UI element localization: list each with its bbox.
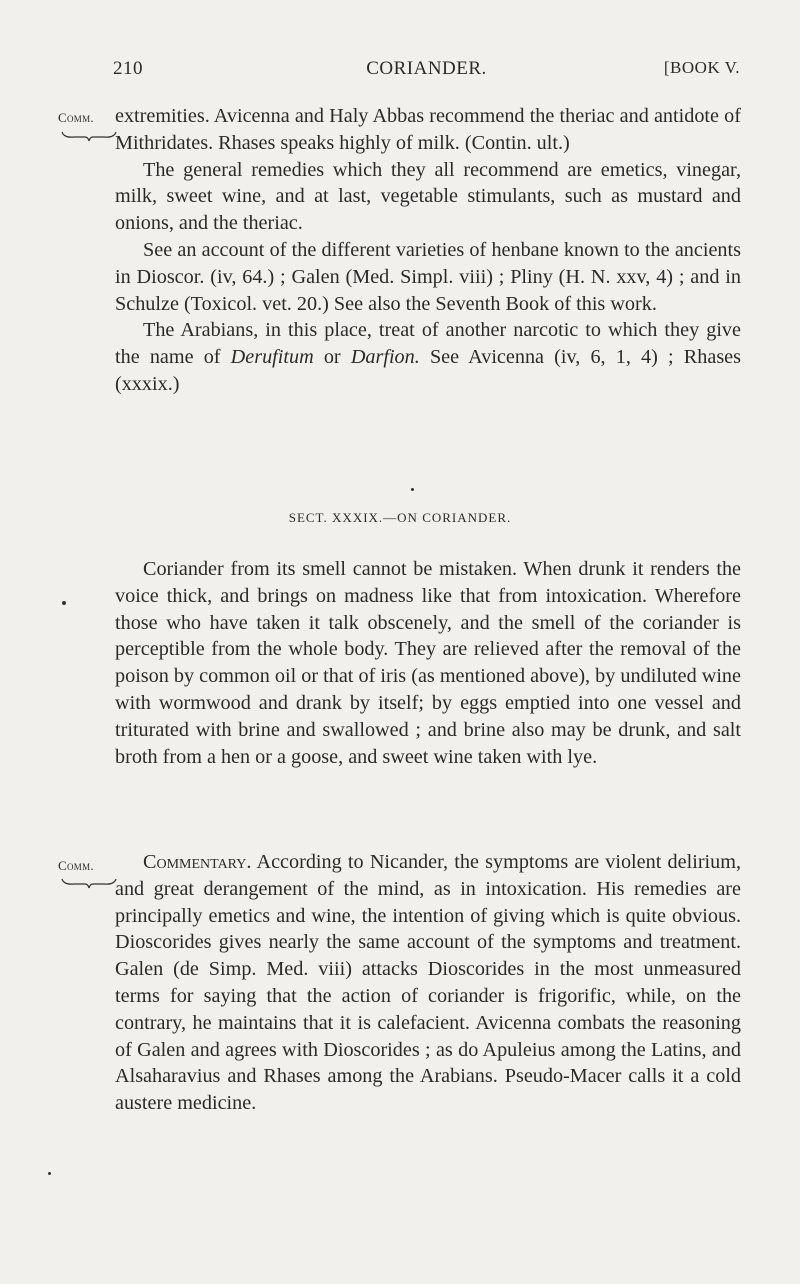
paragraph: See an account of the different varieties of henbane known to the ancients in Dioscor. (iv, 64.) ; Galen (Med. Simpl. viii) ; Pliny (H. N. xxv, 4) ; and in Schulze (Toxicol. vet. 20.) See also the Seventh Book of this work.: [115, 238, 741, 315]
text-run: See Avicenna (iv, 6, 1, 4) ; Rhases (xxxix.): [115, 346, 741, 395]
text-run: or: [313, 346, 351, 369]
running-title: CORIANDER.: [366, 58, 487, 79]
margin-note-comm: Comm.: [58, 858, 94, 873]
commentary-lead: Commentary.: [143, 851, 252, 873]
paragraph: Coriander from its smell cannot be mistaken. When drunk it renders the voice thick, and brings on madness like that from intoxication. Wherefore those who have taken it talk obscenely, and the smell of the coriander is perceptible from the whole body. They are relieved after the removal of the poison by common oil or that of iris (as mentioned above), by undiluted wine with wormwood and drank by itself; by eggs emptied into one vessel and triturated with brine and swallowed ; and brine also may be drunk, and salt broth from a hen or a goose, and sweet wine taken with lye.: [115, 558, 741, 768]
text-run: According to Nicander, the symptoms are violent delirium, and great derangement of the mind, as in intoxication. His remedies are principally emetics and wine, the intention of giving which is quite obvious. Dioscorides gives nearly the same account of the symptoms and treatment. Galen (de Simp. Med. viii) attacks Dioscorides in the most unmeasured terms for saying that the action of coriander is frigorific, while, on the contrary, he maintains that it is calefacient. Avicenna combats the reasoning of Galen and agrees with Dioscorides ; as do Apuleius among the Latins, and Alsaharavius and Rhases among the Arabians. Pseudo-Macer calls it a cold austere medicine.: [115, 851, 741, 1115]
paragraph: The general remedies which they all recommend are emetics, vinegar, milk, sweet wine, and at last, vegetable stimulants, such as mustard and onions, and the theriac.: [115, 158, 741, 235]
stray-mark: [411, 488, 414, 491]
margin-brace-icon: [60, 877, 118, 889]
margin-brace-icon: [60, 130, 118, 142]
section-heading: SECT. XXXIX.—ON CORIANDER.: [288, 510, 512, 525]
paragraph: extremities. Avicenna and Haly Abbas recommend the theriac and antidote of Mithridates. Rhases speaks highly of milk. (Contin. ult.): [115, 105, 741, 154]
book-reference: [BOOK V.: [663, 58, 740, 77]
paragraph: [115, 317, 741, 397]
stray-mark: [48, 1172, 51, 1175]
commentary-continuation: [115, 103, 741, 398]
italic-term: Derufitum: [230, 346, 314, 369]
running-header: [113, 58, 740, 88]
commentary-section: [115, 849, 741, 1117]
section-body: [115, 556, 741, 770]
margin-note-comm: Comm.: [58, 110, 94, 125]
stray-mark: [62, 601, 66, 605]
paragraph: [115, 849, 741, 1117]
text-run: The Arabians, in this place, treat of another narcotic to which they give the name of: [115, 319, 741, 369]
italic-term: Darfion.: [350, 346, 420, 369]
page-number: 210: [113, 58, 143, 79]
